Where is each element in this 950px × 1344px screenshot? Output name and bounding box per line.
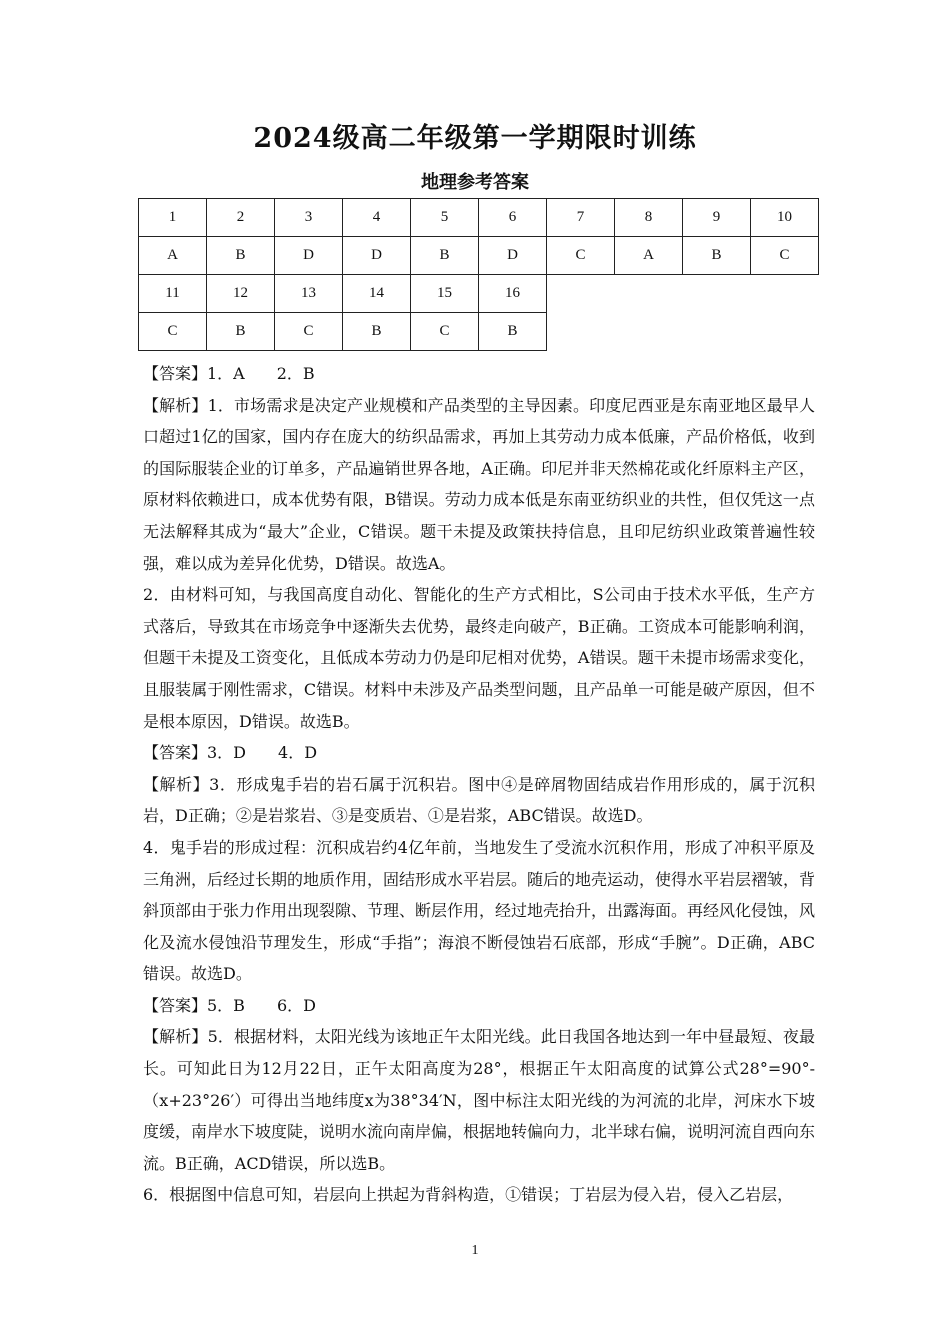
answer-cell: B bbox=[479, 313, 547, 351]
question-number-cell: 1 bbox=[139, 199, 207, 237]
explanation-q4: 4．鬼手岩的形成过程：沉积成岩约4亿年前，当地发生了受流水沉积作用，形成了冲积平原及三角洲，后经过长期的地质作用，固结形成水平岩层。随后的地壳运动，使得水平岩层褶皱，背斜顶部由于张力作用出现裂隙、节理、断层作用，经过地壳抬升，出露海面。再经风化侵蚀，风化及流水侵蚀沿节理发生，形成“手指”；海浪不断侵蚀岩石底部，形成“手腕”。D正确，ABC错误。故选D。 bbox=[143, 837, 816, 984]
answer-cell: B bbox=[343, 313, 411, 351]
answer-cell: A bbox=[139, 237, 207, 275]
question-number-cell: 12 bbox=[207, 275, 275, 313]
answer-line-q1-2: 【答案】1．A 2．B bbox=[143, 364, 315, 383]
answer-cell: B bbox=[207, 237, 275, 275]
question-number-cell: 8 bbox=[615, 199, 683, 237]
question-number-cell: 3 bbox=[275, 199, 343, 237]
question-number-cell: 14 bbox=[343, 275, 411, 313]
page-number: 1 bbox=[471, 1243, 479, 1258]
answer-cell: C bbox=[275, 313, 343, 351]
answer-cell: D bbox=[479, 237, 547, 275]
answer-table-2 bbox=[138, 274, 547, 351]
question-number-cell: 9 bbox=[683, 199, 751, 237]
explanation-q5: 【解析】5．根据材料，太阳光线为该地正午太阳光线。此日我国各地达到一年中昼最短、夜最长。可知此日为12月22日，正午太阳高度为28°，根据正午太阳高度的试算公式28°=90°-（x+23°26′）可得出当地纬度x为38°34′N，图中标注太阳光线的为河流的北岸，河床水下坡度缓，南岸水下坡度陡，说明水流向南岸偏，根据地转偏向力，北半球右偏，说明河流自西向东流。B正确，ACD错误，所以选B。 bbox=[143, 1027, 816, 1173]
question-number-row bbox=[139, 275, 547, 313]
question-number-cell: 4 bbox=[343, 199, 411, 237]
answer-line-q5-6: 【答案】5．B 6．D bbox=[143, 995, 316, 1015]
explanation-q2: 2．由材料可知，与我国高度自动化、智能化的生产方式相比，S公司由于技术水平低，生产方式落后，导致其在市场竞争中逐渐失去优势，最终走向破产，B正确。工资成本可能影响利润，但题干未提及工资变化，且低成本劳动力仍是印尼相对优势，A错误。题干未提市场需求变化，且服装属于刚性需求，C错误。材料中未涉及产品类型问题，且产品单一可能是破产原因，但不是根本原因，D错误。故选B。 bbox=[143, 585, 815, 731]
answer-table-1 bbox=[138, 198, 819, 275]
answer-cell: D bbox=[275, 237, 343, 275]
question-number-cell: 7 bbox=[547, 199, 615, 237]
question-number-row bbox=[139, 199, 819, 237]
answer-cell: C bbox=[751, 237, 819, 275]
question-number-cell: 11 bbox=[139, 275, 207, 313]
answer-cell: B bbox=[683, 237, 751, 275]
question-number-cell: 13 bbox=[275, 275, 343, 313]
answer-cell: C bbox=[411, 313, 479, 351]
question-number-cell: 10 bbox=[751, 199, 819, 237]
answer-explanations bbox=[143, 358, 815, 1211]
explanation-q6: 6．根据图中信息可知，岩层向上拱起为背斜构造，①错误；丁岩层为侵入岩，侵入乙岩层， bbox=[143, 1185, 794, 1205]
answer-row bbox=[139, 237, 819, 275]
question-number-cell: 2 bbox=[207, 199, 275, 237]
explanation-q1: 【解析】1．市场需求是决定产业规模和产品类型的主导因素。印度尼西亚是东南亚地区最早人口超过1亿的国家，国内存在庞大的纺织品需求，再加上其劳动力成本低廉，产品价格低，收到的国际服装企业的订单多，产品遍销世界各地，A正确。印尼并非天然棉花或化纤原料主产区，原材料依赖进口，成本优势有限，B错误。劳动力成本低是东南亚纺织业的共性，但仅凭这一点无法解释其成为“最大”企业，C错误。题干未提及政策扶持信息，且印尼纺织业政策普遍性较强，难以成为差异化优势，D错误。故选A。 bbox=[143, 395, 815, 573]
question-number-cell: 15 bbox=[411, 275, 479, 313]
answer-cell: A bbox=[615, 237, 683, 275]
document-title: 2024级高二年级第一学期限时训练 bbox=[253, 123, 697, 154]
answer-cell: D bbox=[343, 237, 411, 275]
answer-cell: C bbox=[139, 313, 207, 351]
answer-cell: B bbox=[207, 313, 275, 351]
explanation-q3: 【解析】3．形成鬼手岩的岩石属于沉积岩。图中④是碎屑物固结成岩作用形成的，属于沉积岩，D正确；②是岩浆岩、③是变质岩、①是岩浆，ABC错误。故选D。 bbox=[143, 774, 815, 826]
document-subtitle: 地理参考答案 bbox=[421, 172, 529, 193]
answer-cell: C bbox=[547, 237, 615, 275]
question-number-cell: 5 bbox=[411, 199, 479, 237]
question-number-cell: 16 bbox=[479, 275, 547, 313]
answer-cell: B bbox=[411, 237, 479, 275]
answer-line-q3-4: 【答案】3．D 4．D bbox=[143, 743, 318, 763]
question-number-cell: 6 bbox=[479, 199, 547, 237]
answer-row bbox=[139, 313, 547, 351]
